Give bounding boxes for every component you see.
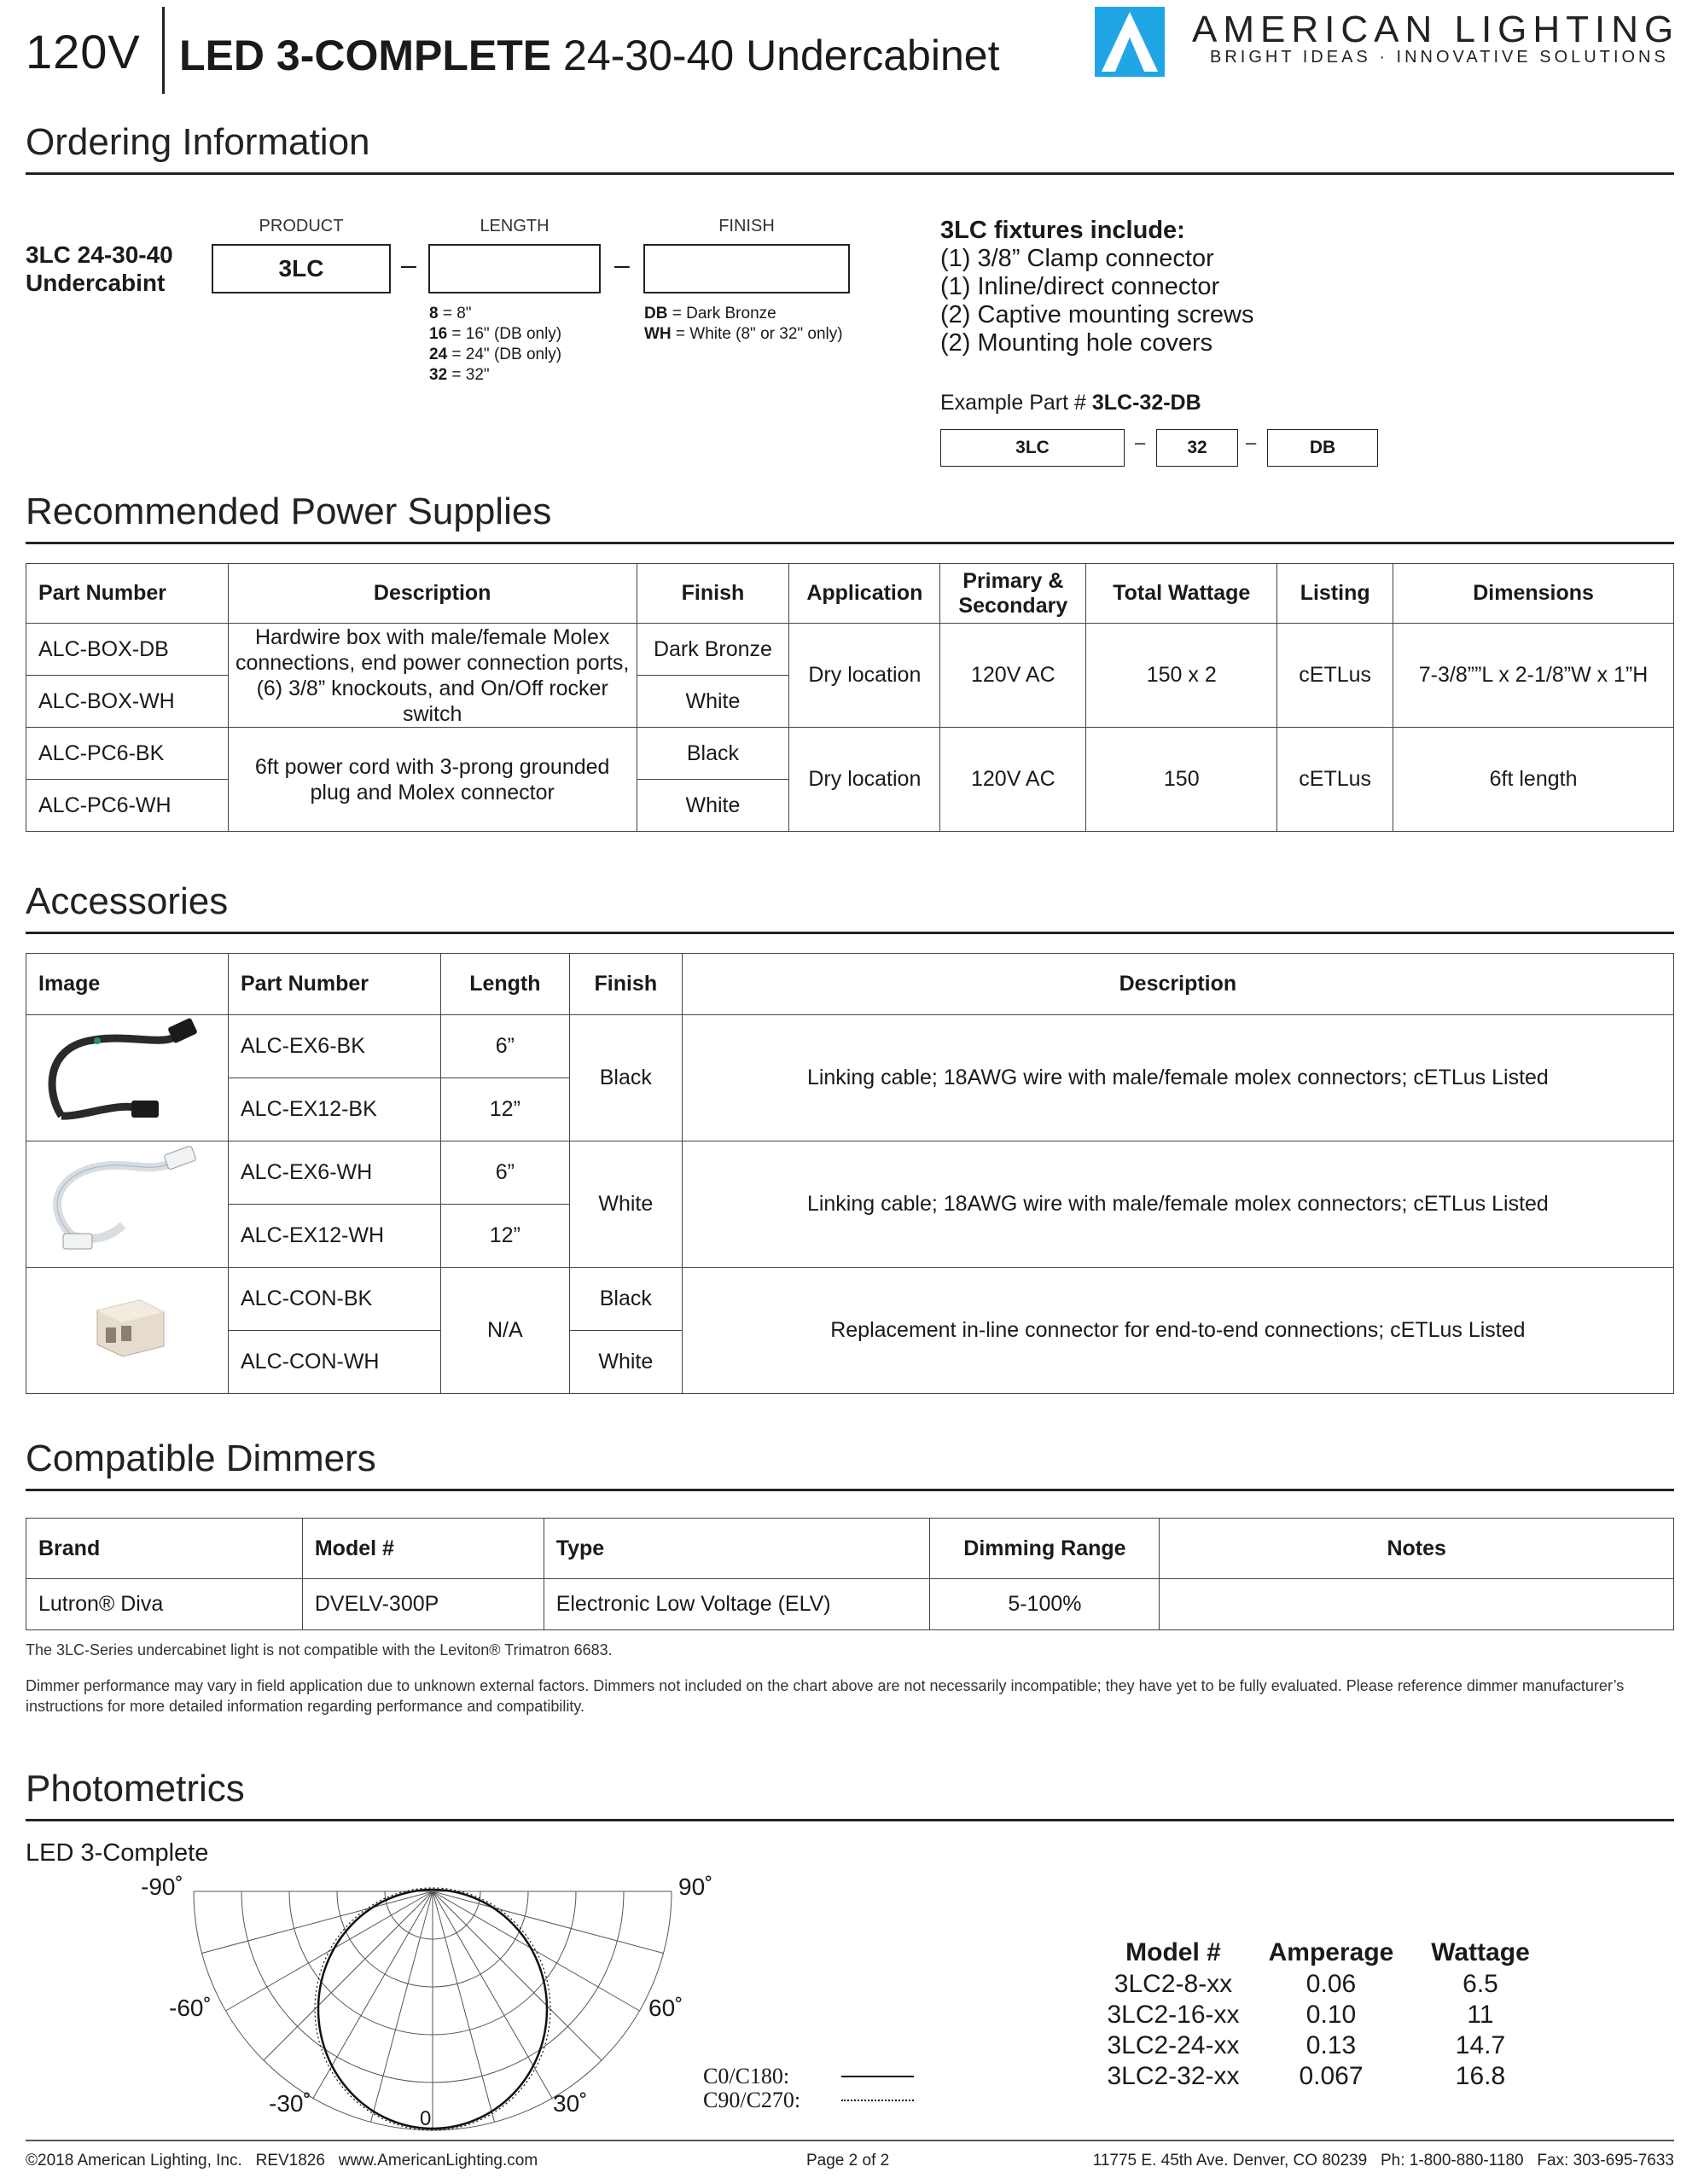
separator-dash: – bbox=[1246, 432, 1257, 453]
header-cell: Primary & Secondary bbox=[940, 564, 1086, 624]
section-title-ordering: Ordering Information bbox=[26, 121, 370, 163]
footer-rule bbox=[26, 2140, 1674, 2141]
part-number: ALC-CON-WH bbox=[228, 1331, 440, 1394]
description: Replacement in-line connector for end-to-end connections; cETLus Listed bbox=[682, 1268, 1673, 1394]
length: 12” bbox=[440, 1205, 569, 1268]
angle-label: 90˚ bbox=[678, 1873, 713, 1900]
footer-page: Page 2 of 2 bbox=[806, 2152, 890, 2169]
voltage-label: 120V bbox=[26, 25, 141, 78]
section-rule bbox=[26, 1819, 1674, 1821]
finish: White bbox=[569, 1141, 682, 1268]
finish-code-box bbox=[643, 244, 850, 293]
angle-label: 0 bbox=[420, 2107, 432, 2130]
part-number: ALC-EX6-WH bbox=[228, 1141, 440, 1205]
table-row: 3LC2-24-xx 0.13 14.7 bbox=[1107, 2031, 1506, 2059]
section-title-accessories: Accessories bbox=[26, 880, 229, 922]
header-cell: Finish bbox=[569, 954, 682, 1015]
inline-connector-image bbox=[26, 1268, 229, 1394]
section-rule bbox=[26, 932, 1674, 934]
length-options: 8 = 8" 16 = 16" (DB only) 24 = 24" (DB only) 32 = 32" bbox=[429, 305, 562, 384]
finish-options: DB = Dark Bronze WH = White (8" or 32" only) bbox=[644, 305, 843, 343]
header-cell: Image bbox=[26, 954, 229, 1015]
table-row bbox=[26, 1015, 1674, 1078]
total-wattage: 150 bbox=[1086, 728, 1277, 832]
separator-dash: – bbox=[401, 249, 416, 280]
description: Hardwire box with male/female Molex connections, end power connection ports, (6) 3/8” knockouts, and On/Off rocker switch bbox=[228, 624, 637, 728]
table-row bbox=[26, 1141, 1674, 1205]
header-cell: Type bbox=[544, 1519, 930, 1579]
header-cell: Part Number bbox=[26, 564, 229, 624]
polar-legend: C0/C180: C90/C270: bbox=[703, 2065, 914, 2112]
part-number: ALC-CON-BK bbox=[228, 1268, 440, 1331]
angle-label: -60˚ bbox=[169, 1995, 212, 2021]
black-linking-cable-image bbox=[26, 1015, 229, 1141]
angle-label: 60˚ bbox=[648, 1995, 683, 2021]
header-cell: Dimensions bbox=[1393, 564, 1674, 624]
finish: White bbox=[637, 676, 789, 728]
application: Dry location bbox=[789, 728, 940, 832]
finish: Black bbox=[569, 1268, 682, 1331]
part-number: ALC-EX6-BK bbox=[228, 1015, 440, 1078]
finish: Dark Bronze bbox=[637, 624, 789, 676]
brand: Lutron® Diva bbox=[26, 1579, 303, 1630]
finish: Black bbox=[637, 728, 789, 780]
table-row: 3LC2-32-xx 0.067 16.8 bbox=[1107, 2062, 1506, 2090]
part-number: ALC-BOX-WH bbox=[26, 676, 229, 728]
description: Linking cable; 18AWG wire with male/female molex connectors; cETLus Listed bbox=[682, 1015, 1673, 1141]
finish: White bbox=[569, 1331, 682, 1394]
description: Linking cable; 18AWG wire with male/female molex connectors; cETLus Listed bbox=[682, 1141, 1673, 1268]
header-cell: Part Number bbox=[228, 954, 440, 1015]
separator-dash: – bbox=[614, 249, 630, 280]
header-cell: Brand bbox=[26, 1519, 303, 1579]
dimming-range: 5-100% bbox=[930, 1579, 1160, 1630]
table-row bbox=[26, 624, 1674, 676]
table-row bbox=[26, 1579, 1674, 1630]
dimmer-note-1: The 3LC-Series undercabinet light is not compatible with the Leviton® Trimatron 6683. bbox=[26, 1641, 613, 1658]
header-cell: Description bbox=[228, 564, 637, 624]
part-number: ALC-EX12-WH bbox=[228, 1205, 440, 1268]
model-table bbox=[1101, 1937, 1544, 2092]
page-title: LED 3-COMPLETE 24-30-40 Undercabinet bbox=[179, 32, 1000, 79]
finish: White bbox=[637, 780, 789, 832]
table-row bbox=[26, 1268, 1674, 1331]
polar-diagram bbox=[183, 1881, 683, 2150]
brand-tagline: BRIGHT IDEAS · INNOVATIVE SOLUTIONS bbox=[1210, 48, 1669, 67]
example-box-length: 32 bbox=[1156, 429, 1238, 467]
header-cell: Model # bbox=[302, 1519, 544, 1579]
header-cell: Amperage bbox=[1268, 1938, 1394, 1966]
part-number: ALC-PC6-BK bbox=[26, 728, 229, 780]
product-name: 3LC 24-30-40 Undercabint bbox=[26, 241, 173, 296]
section-rule bbox=[26, 172, 1674, 175]
header-cell: Description bbox=[682, 954, 1673, 1015]
legend-solid-line bbox=[841, 2076, 914, 2077]
type: Electronic Low Voltage (ELV) bbox=[544, 1579, 930, 1630]
header-cell: Model # bbox=[1125, 1938, 1221, 1966]
header-cell: Application bbox=[789, 564, 940, 624]
section-rule bbox=[26, 1489, 1674, 1491]
header-cell: Listing bbox=[1277, 564, 1393, 624]
description: 6ft power cord with 3-prong grounded plug and Molex connector bbox=[228, 728, 637, 832]
dimmer-note-2: Dimmer performance may vary in field application due to unknown external factors. Dimmers not included on the chart above are not necessarily incompatible; they have yet to be fully evaluated. Please reference dimmer manufacturer’s instructions for more detailed information regarding performance and compatibility. bbox=[26, 1677, 1625, 1715]
example-box-finish: DB bbox=[1267, 429, 1378, 467]
label-finish: FINISH bbox=[718, 217, 775, 235]
section-title-power: Recommended Power Supplies bbox=[26, 491, 552, 532]
model: DVELV-300P bbox=[302, 1579, 544, 1630]
part-number: ALC-BOX-DB bbox=[26, 624, 229, 676]
listing: cETLus bbox=[1277, 624, 1393, 728]
angle-label: -90˚ bbox=[141, 1873, 183, 1900]
example-box-product: 3LC bbox=[940, 429, 1125, 467]
header-cell: Wattage bbox=[1431, 1938, 1530, 1966]
header-divider bbox=[162, 7, 165, 94]
footer-right: 11775 E. 45th Ave. Denver, CO 80239 Ph: 1-800-880-1180 Fax: 303-695-7633 bbox=[1092, 2152, 1674, 2169]
includes-list: 3LC fixtures include: (1) 3/8” Clamp connector (1) Inline/direct connector (2) Captive mounting screws (2) Mounting hole covers bbox=[940, 217, 1254, 357]
section-title-photometrics: Photometrics bbox=[26, 1768, 245, 1809]
total-wattage: 150 x 2 bbox=[1086, 624, 1277, 728]
part-number: ALC-EX12-BK bbox=[228, 1078, 440, 1141]
photometrics-subtitle: LED 3-Complete bbox=[26, 1839, 209, 1867]
application: Dry location bbox=[789, 624, 940, 728]
example-part: Example Part # 3LC-32-DB bbox=[940, 391, 1201, 415]
length: 6” bbox=[440, 1015, 569, 1078]
separator-dash: – bbox=[1135, 432, 1146, 453]
length: 12” bbox=[440, 1078, 569, 1141]
table-row bbox=[26, 728, 1674, 780]
label-product: PRODUCT bbox=[259, 217, 344, 235]
notes bbox=[1160, 1579, 1674, 1630]
dimensions: 6ft length bbox=[1393, 728, 1674, 832]
dimensions: 7-3/8””L x 2-1/8”W x 1”H bbox=[1393, 624, 1674, 728]
white-linking-cable-image bbox=[26, 1141, 229, 1268]
header-cell: Total Wattage bbox=[1086, 564, 1277, 624]
part-number: ALC-PC6-WH bbox=[26, 780, 229, 832]
brand-logo-icon bbox=[1095, 7, 1165, 77]
legend-dotted-line bbox=[841, 2100, 914, 2101]
header-cell: Notes bbox=[1160, 1519, 1674, 1579]
product-code-box: 3LC bbox=[212, 244, 391, 293]
power-supplies-table bbox=[26, 563, 1674, 832]
footer-left: ©2018 American Lighting, Inc. REV1826 www.AmericanLighting.com bbox=[26, 2152, 538, 2169]
header-cell: Finish bbox=[637, 564, 789, 624]
section-title-dimmers: Compatible Dimmers bbox=[26, 1438, 376, 1479]
header-cell: Dimming Range bbox=[930, 1519, 1160, 1579]
finish: Black bbox=[569, 1015, 682, 1141]
table-row: 3LC2-16-xx 0.10 11 bbox=[1107, 2001, 1494, 2029]
primary-secondary: 120V AC bbox=[940, 728, 1086, 832]
length-code-box bbox=[428, 244, 601, 293]
length: 6” bbox=[440, 1141, 569, 1205]
label-length: LENGTH bbox=[480, 217, 550, 235]
primary-secondary: 120V AC bbox=[940, 624, 1086, 728]
length: N/A bbox=[440, 1268, 569, 1394]
dimmers-table bbox=[26, 1518, 1674, 1630]
listing: cETLus bbox=[1277, 728, 1393, 832]
angle-label: -30˚ bbox=[269, 2090, 311, 2117]
angle-label: 30˚ bbox=[553, 2090, 588, 2117]
table-row: 3LC2-8-xx 0.06 6.5 bbox=[1114, 1970, 1498, 1998]
section-rule bbox=[26, 542, 1674, 544]
brand-name: AMERICAN LIGHTING bbox=[1192, 9, 1680, 50]
header-cell: Length bbox=[440, 954, 569, 1015]
accessories-table bbox=[26, 953, 1674, 1394]
